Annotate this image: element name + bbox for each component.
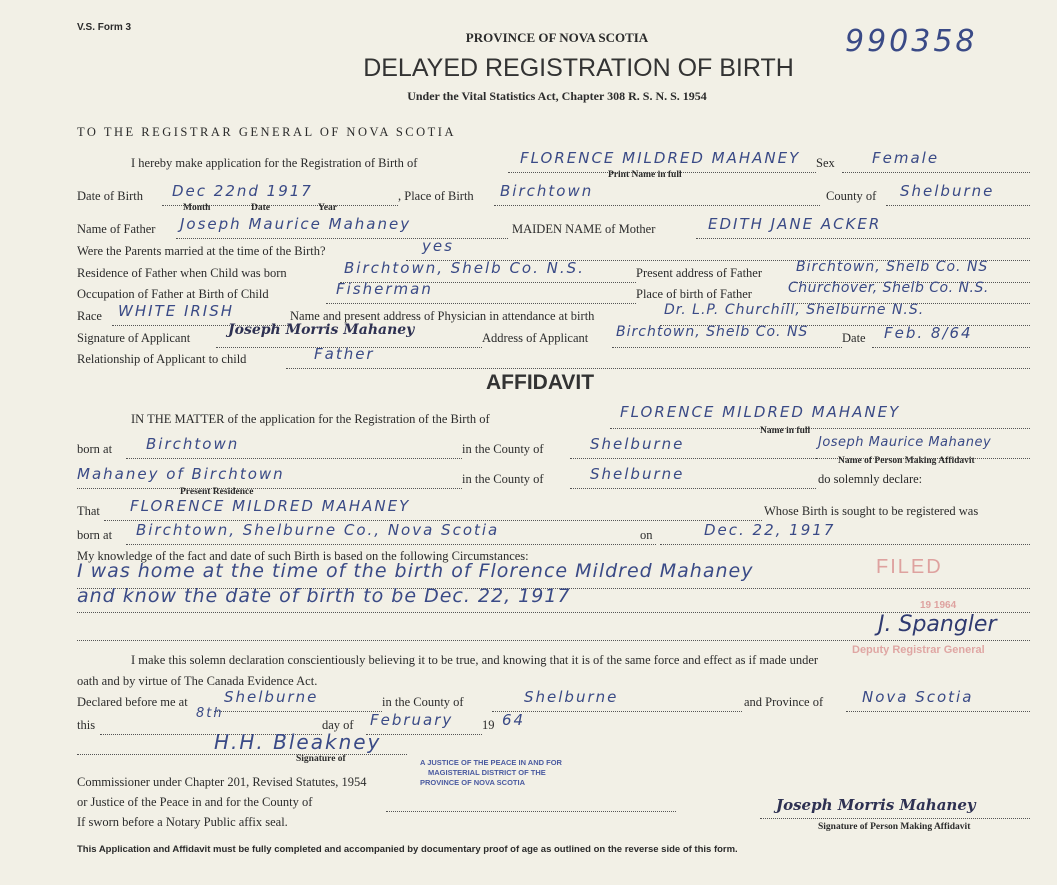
signature-of-caption: Signature of bbox=[296, 754, 346, 764]
print-name-caption: Print Name in full bbox=[608, 170, 682, 180]
month-caption: Month bbox=[183, 203, 211, 213]
occupation-value: Fisherman bbox=[336, 280, 433, 298]
this-label: this bbox=[77, 718, 96, 732]
province-heading: PROVINCE OF NOVA SCOTIA bbox=[465, 30, 649, 45]
born-at-on-value: Birchtown, Shelburne Co., Nova Scotia bbox=[136, 521, 500, 539]
residence-caption: Present Residence bbox=[180, 487, 254, 497]
filed-stamp-date: 19 1964 bbox=[920, 600, 957, 611]
present-address-label: Present address of Father bbox=[636, 266, 763, 280]
county-label-3: in the County of bbox=[382, 695, 464, 709]
date-value: Feb. 8/64 bbox=[884, 324, 973, 342]
county-label-1: in the County of bbox=[462, 442, 544, 456]
race-value: WHITE IRISH bbox=[118, 302, 235, 320]
residence-label: Residence of Father when Child was born bbox=[77, 266, 287, 280]
justice-stamp bbox=[420, 758, 562, 788]
county-value-1: Shelburne bbox=[590, 435, 685, 453]
occupation-label: Occupation of Father at Birth of Child bbox=[77, 287, 269, 301]
whose-birth-label: Whose Birth is sought to be registered was bbox=[764, 504, 979, 518]
county-label-2: in the County of bbox=[462, 472, 544, 486]
married-label: Were the Parents married at the time of the Birth? bbox=[77, 244, 326, 258]
matter-value: FLORENCE MILDRED MAHANEY bbox=[620, 403, 901, 421]
sex-value: Female bbox=[872, 149, 940, 167]
declare-label: do solemnly declare: bbox=[818, 472, 923, 486]
affiant-signature: Joseph Morris Mahaney bbox=[776, 796, 976, 814]
born-at-label: born at bbox=[77, 442, 113, 456]
county-value: Shelburne bbox=[900, 182, 995, 200]
deputy-signature: J. Spangler bbox=[878, 612, 997, 637]
justice-stamp-line-3: PROVINCE OF NOVA SCOTIA bbox=[420, 778, 526, 787]
year-caption: Year bbox=[318, 203, 337, 213]
mother-label: MAIDEN NAME of Mother bbox=[512, 222, 656, 236]
notary-label: If sworn before a Notary Public affix seal. bbox=[77, 815, 288, 829]
dob-label: Date of Birth bbox=[77, 189, 143, 203]
present-address-value: Birchtown, Shelb Co. NS bbox=[796, 259, 989, 275]
province-label: and Province of bbox=[744, 695, 824, 709]
physician-label: Name and present address of Physician in attendance at birth bbox=[290, 309, 595, 323]
county-value-3: Shelburne bbox=[524, 688, 619, 706]
knowledge-label: My knowledge of the fact and date of such Birth is based on the following Circumstances: bbox=[77, 549, 529, 563]
affiant-value: Joseph Maurice Mahaney bbox=[818, 435, 992, 450]
residence-present-value: Mahaney of Birchtown bbox=[77, 465, 285, 483]
affidavit-heading: AFFIDAVIT bbox=[486, 371, 595, 394]
matter-label: IN THE MATTER of the application for the Registration of the Birth of bbox=[131, 412, 490, 426]
form-number: V.S. Form 3 bbox=[77, 22, 132, 33]
form-title: DELAYED REGISTRATION OF BIRTH bbox=[363, 54, 794, 82]
circumstance-line-1: I was home at the time of the birth of Florence Mildred Mahaney bbox=[77, 560, 754, 582]
solemn-line-1: I make this solemn declaration conscientiously believing it to be true, and knowing that it is of the same force and effect as if made under bbox=[131, 653, 819, 667]
commissioner-label: Commissioner under Chapter 201, Revised Statutes, 1954 bbox=[77, 775, 367, 789]
father-birthplace-label: Place of birth of Father bbox=[636, 287, 752, 301]
circumstance-line-2: and know the date of birth to be Dec. 22, 1917 bbox=[77, 585, 571, 607]
child-name-value: FLORENCE MILDRED MAHANEY bbox=[520, 149, 801, 167]
on-value: Dec. 22, 1917 bbox=[704, 521, 836, 539]
signature-label: Signature of Applicant bbox=[77, 331, 191, 345]
addressee: TO THE REGISTRAR GENERAL OF NOVA SCOTIA bbox=[77, 125, 457, 139]
solemn-line-2: oath and by virtue of The Canada Evidence Act. bbox=[77, 674, 318, 688]
that-label: That bbox=[77, 504, 100, 518]
father-value: Joseph Maurice Mahaney bbox=[180, 215, 412, 233]
applicant-signature: Joseph Morris Mahaney bbox=[228, 322, 415, 338]
dob-value: Dec 22nd 1917 bbox=[172, 182, 313, 200]
handwritten-number: 990358 bbox=[845, 24, 978, 59]
father-label: Name of Father bbox=[77, 222, 156, 236]
year-value: 64 bbox=[502, 711, 526, 729]
that-value: FLORENCE MILDRED MAHANEY bbox=[130, 497, 411, 515]
day-label: day of bbox=[322, 718, 354, 732]
justice-stamp-line-2: MAGISTERIAL DISTRICT OF THE bbox=[428, 768, 546, 777]
date-label: Date bbox=[842, 331, 866, 345]
deputy-registrar-stamp: Deputy Registrar General bbox=[852, 644, 985, 656]
year-label: 19 bbox=[482, 718, 495, 732]
declared-value: Shelburne bbox=[224, 688, 319, 706]
justice-stamp-line-1: A JUSTICE OF THE PEACE IN AND FOR bbox=[420, 758, 562, 767]
county-value-2: Shelburne bbox=[590, 465, 685, 483]
applicant-address-value: Birchtown, Shelb Co. NS bbox=[616, 324, 809, 340]
filed-stamp: FILED bbox=[876, 556, 943, 578]
day-value: 8th bbox=[196, 706, 224, 721]
date-caption: Date bbox=[251, 203, 270, 213]
race-label: Race bbox=[77, 309, 102, 323]
declared-label: Declared before me at bbox=[77, 695, 188, 709]
relationship-label: Relationship of Applicant to child bbox=[77, 352, 247, 366]
residence-value: Birchtown, Shelb Co. N.S. bbox=[344, 259, 585, 277]
mother-value: EDITH JANE ACKER bbox=[708, 215, 882, 233]
relationship-value: Father bbox=[314, 345, 375, 363]
affiant-caption: Name of Person Making Affidavit bbox=[838, 456, 975, 466]
born-at-on-label: born at bbox=[77, 528, 113, 542]
province-value: Nova Scotia bbox=[862, 688, 974, 706]
intro-label: I hereby make application for the Registration of Birth of bbox=[131, 156, 418, 170]
on-label: on bbox=[640, 528, 653, 542]
married-value: yes bbox=[422, 237, 454, 255]
commissioner-signature: H.H. Bleakney bbox=[214, 730, 382, 754]
justice-label: or Justice of the Peace in and for the County of bbox=[77, 795, 313, 809]
sex-label: Sex bbox=[816, 156, 835, 170]
place-label: , Place of Birth bbox=[398, 189, 474, 203]
month-value: February bbox=[370, 711, 454, 729]
name-in-full-caption: Name in full bbox=[760, 426, 811, 436]
county-label: County of bbox=[826, 189, 877, 203]
affiant-signature-caption: Signature of Person Making Affidavit bbox=[818, 822, 971, 832]
applicant-address-label: Address of Applicant bbox=[482, 331, 589, 345]
footer-note: This Application and Affidavit must be fully completed and accompanied by documentary proof of age as outlined on the reverse side of this form. bbox=[77, 844, 738, 855]
place-value: Birchtown bbox=[500, 182, 594, 200]
form-subtitle: Under the Vital Statistics Act, Chapter 308 R. S. N. S. 1954 bbox=[407, 89, 707, 103]
father-birthplace-value: Churchover, Shelb Co. N.S. bbox=[788, 280, 989, 296]
physician-value: Dr. L.P. Churchill, Shelburne N.S. bbox=[664, 302, 925, 318]
born-at-value: Birchtown bbox=[146, 435, 240, 453]
